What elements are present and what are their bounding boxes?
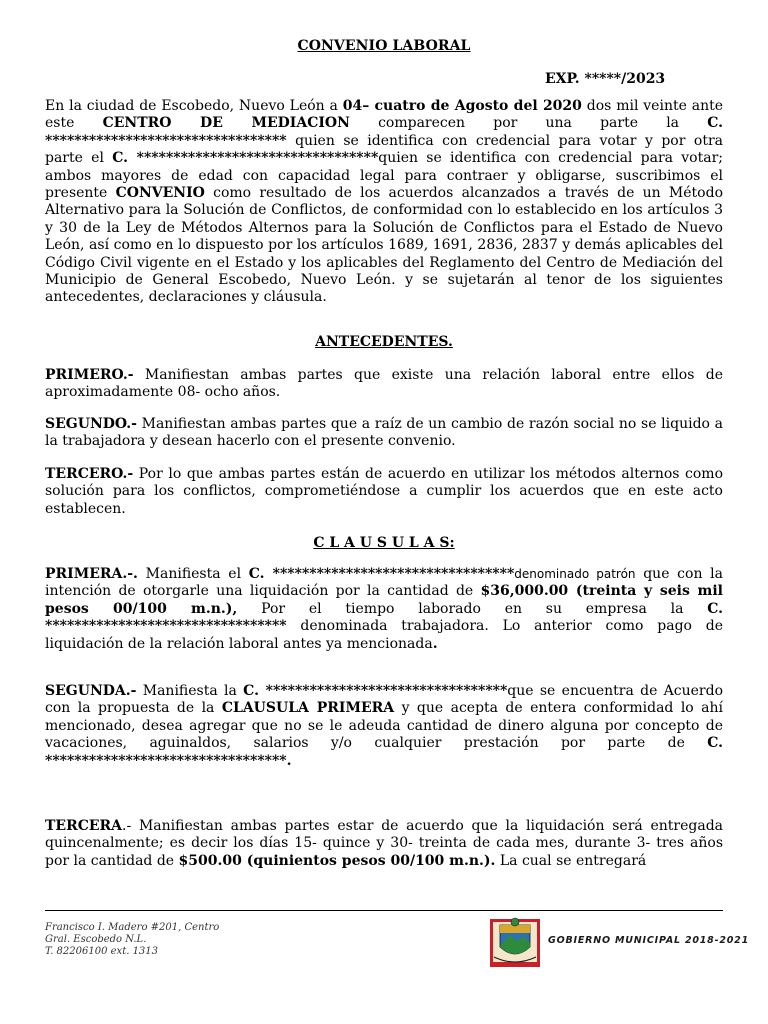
municipal-seal-icon [490, 917, 540, 969]
patron-name: C. *********************************. [45, 735, 723, 769]
clausula-text: que se encuentra de Acuerdo con la propuesta de la [45, 683, 724, 717]
antecedentes-heading: ANTECEDENTES. [315, 334, 453, 350]
antecedente-tercero [45, 466, 723, 518]
intro-text: como resultado de los acuerdos alcanzados a través de un Método Alternativo para la Solución de Conflictos, de conformidad con lo establecido en los artículos 3 y 30 de la Ley de Métodos Alternos para la Solución de Conflictos para el Estado de Nuevo León, así como en lo dispuesto por los artículos 1689, 1691, 2836, 2837 y demás aplicables del Código Civil vigente en el Estado y los aplicables del Reglamento del Centro de Mediación del Municipio de General Escobedo, Nuevo León. y se sujetarán al tenor de los siguientes antecedentes, declaraciones y cláusula. [45, 185, 723, 306]
clausula-segunda [45, 683, 723, 770]
antecedente-label: PRIMERO.- [45, 367, 134, 383]
antecedente-label: TERCERO.- [45, 466, 134, 482]
footer-divider [45, 910, 723, 911]
intro-text: En la ciudad de Escobedo, Nuevo León a [45, 98, 343, 114]
footer-address [45, 922, 219, 958]
antecedente-text: Manifiestan ambas partes que existe una relación laboral entre ellos de aproximadamente 08- ocho años. [45, 367, 723, 401]
intro-text: comparecen por una parte la [349, 115, 708, 132]
clausula-text: Manifiesta el [137, 566, 249, 582]
intro-text: dos mil veinte ante este [45, 98, 724, 132]
antecedente-text: Por lo que ambas partes están de acuerdo en utilizar los métodos alternos como solución para los conflictos, comprometiéndose a cumplir los acuerdos que en este acto establecen. [45, 466, 723, 517]
clausula-label: SEGUNDA.- [45, 683, 137, 699]
party-two-name: C. ********************************* [112, 150, 379, 167]
intro-center: CENTRO DE MEDIACION [102, 115, 350, 132]
worker-name: C. ********************************* [45, 600, 723, 635]
clausula-text: Manifiesta la [136, 683, 244, 699]
antecedente-segundo [45, 416, 723, 451]
clausula-tercera [45, 818, 723, 870]
patron-name: C. ********************************* [248, 566, 515, 582]
clausulas-heading: C L A U S U L A S: [313, 535, 455, 551]
clausula-period: . [432, 635, 438, 652]
patron-label: denominado patrón [514, 567, 636, 581]
document-title: CONVENIO LABORAL [297, 38, 471, 54]
party-one-name: C. ********************************* [45, 115, 723, 149]
address-line: Gral. Escobedo N.L. [45, 934, 147, 945]
clausula-text: La cual se entregará [495, 852, 647, 869]
government-label: GOBIERNO MUNICIPAL 2018-2021 [548, 935, 749, 946]
clausula-reference: CLAUSULA PRIMERA [221, 700, 395, 717]
address-line: Francisco I. Madero #201, Centro [45, 922, 220, 933]
clausula-text: Por el tiempo laborado en su empresa la [237, 600, 708, 617]
intro-convenio: CONVENIO [115, 185, 205, 202]
clausula-text: denominada trabajadora. Lo anterior como pago de liquidación de la relación laboral antes ya mencionada [45, 618, 723, 652]
clausula-primera [45, 566, 723, 653]
installment-amount: $500.00 (quinientos pesos 00/100 m.n.). [178, 852, 496, 869]
clausula-text: que con la intención de otorgarle una liquidación por la cantidad de [45, 566, 723, 600]
intro-text: quien se identifica con credencial para votar; ambos mayores de edad con capacidad legal para contraer y obligarse, suscribimos el presente [45, 150, 723, 202]
worker-name: C. ********************************* [243, 683, 508, 699]
clausula-text: .- Manifiestan ambas partes estar de acuerdo que la liquidación será entregada quincenalmente; es decir los días 15- quince y 30- treinta de cada mes, durante 3- tres años por la cantidad de [45, 818, 723, 869]
intro-paragraph [45, 98, 723, 307]
antecedente-label: SEGUNDO.- [45, 416, 137, 432]
clausula-label: TERCERA [45, 818, 123, 834]
phone-line: T. 82206100 ext. 1313 [45, 946, 159, 957]
expediente-number: EXP. *****/2023 [545, 71, 666, 87]
intro-text: quien se identifica con credencial para votar y por otra parte el [45, 132, 723, 167]
clausula-text: y que acepta de entera conformidad lo ahí mencionado, desea agregar que no se le adeuda cantidad de dinero alguna por concepto de vacaciones, aguinaldos, salarios y/o cualquier prestación por parte de [45, 700, 723, 752]
antecedente-text: Manifiestan ambas partes que a raíz de un cambio de razón social no se liquido a la trabajadora y desean hacerlo con el presente convenio. [45, 416, 723, 450]
liquidation-amount: $36,000.00 (treinta y seis mil pesos 00/100 m.n.), [45, 583, 723, 617]
intro-date: 04– cuatro de Agosto del 2020 [342, 98, 582, 114]
antecedente-primero [45, 367, 723, 402]
clausula-label: PRIMERA.-. [45, 566, 138, 582]
